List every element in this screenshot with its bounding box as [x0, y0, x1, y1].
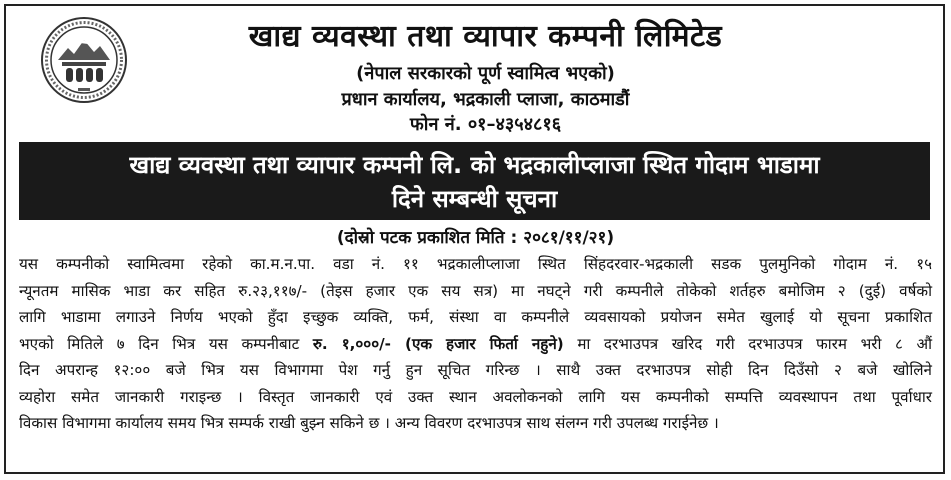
company-name: खाद्य व्यवस्था तथा व्यापार कम्पनी लिमिटेड	[248, 19, 723, 54]
body-line: यस कम्पनीको स्वामित्वमा रहेको का.म.न.पा. वडा नं. ११ भद्रकालीप्लाजा स्थित सिंहदरवार-भद्रकाली सडक पुलमुनिको गोदाम नं. १५	[19, 255, 932, 273]
body-line	[19, 331, 932, 358]
body-line: विकास विभागमा कार्यालय समय भित्र सम्पर्क राखी बुझ्न सकिने छ । अन्य विवरण दरभाउपत्र साथ संलग्न गरी उपलब्ध गराईनेछ ।	[19, 414, 719, 432]
notice-title-banner	[19, 142, 930, 220]
notice-title-line-2: दिने सम्बन्धी सूचना	[391, 185, 558, 213]
fee-text: रु. १,०००/- (एक हजार फिर्ता नहुने)	[312, 334, 564, 353]
body-line: लागि भाडामा लगाउने निर्णय भएको हुँदा इच्छुक व्यक्ति, फर्म, संस्था वा कम्पनीले व्यवसायको प्रयोजन समेत खुलाई यो सूचना प्रकाशित	[19, 308, 932, 326]
head-office-address: प्रधान कार्यालय, भद्रकाली प्लाजा, काठमाडौं	[341, 89, 630, 110]
phone-number: फोन नं. ०१–४३५४८१६	[409, 114, 562, 135]
notice-body	[19, 251, 932, 437]
body-line: न्यूनतम मासिक भाडा कर सहित रु.२३,११७/- (तेइस हजार एक सय सत्र) मा नघट्ने गरी कम्पनीले तोकेको शर्तहरु बमोजिम २ (दुई) वर्षको	[19, 281, 932, 300]
publication-date: (दोस्रो पटक प्रकाशित मिति : २०८१/११/२१)	[336, 228, 615, 248]
company-seal-logo-icon	[40, 16, 128, 104]
notice-title-line-1: खाद्य व्यवस्था तथा व्यापार कम्पनी लि. को भद्रकालीप्लाजा स्थित गोदाम भाडामा	[129, 151, 820, 179]
body-line: दिन अपरान्ह १२:०० बजे भित्र यस विभागमा पेश गर्नु हुन सूचित गरिन्छ । साथै उक्त दरभाउपत्र सोही दिन दिउँसो २ बजे खोलिने	[19, 361, 932, 379]
body-text: भएको मितिले ७ दिन भित्र यस कम्पनीबाट	[19, 334, 313, 353]
fee-amount	[313, 335, 564, 353]
body-text: मा दरभाउपत्र खरिद गरी दरभाउपत्र फारम भरी ८ औं	[563, 334, 932, 353]
ownership-note: (नेपाल सरकारको पूर्ण स्वामित्व भएको)	[356, 63, 615, 84]
body-line: व्यहोरा समेत जानकारी गराइन्छ । विस्तृत जानकारी एवं उक्त स्थान अवलोकनको लागि यस कम्पनीको सम्पत्ति व्यवस्थापन तथा पूर्वाधार	[19, 387, 932, 406]
